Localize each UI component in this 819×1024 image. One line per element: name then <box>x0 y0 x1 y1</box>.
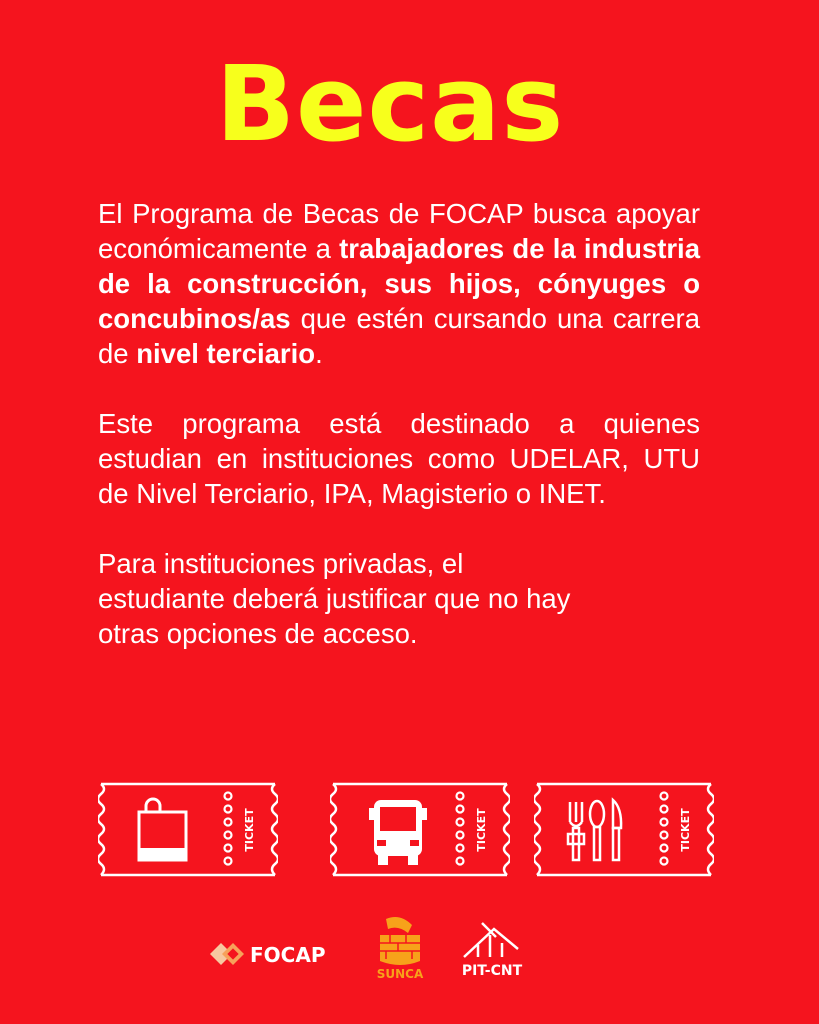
ticket-label: TICKET <box>243 808 256 852</box>
paragraph-2: Este programa está destinado a quienes estudian en instituciones como UDELAR, UTU de Nivel Terciario, IPA, Magisterio o INET. <box>98 408 700 509</box>
p1-text-d: nivel terciario <box>136 338 316 369</box>
p1-text-b: trabajadores de la industria de la construcción, sus hijos, cónyuges o concubinos/as <box>98 233 700 334</box>
ticket-row <box>0 780 819 880</box>
paragraph-1 <box>98 196 700 371</box>
ticket-shopping <box>98 780 278 880</box>
ticket-label: TICKET <box>679 808 692 852</box>
focap-logo <box>208 939 348 969</box>
pitcnt-logo-text: PIT-CNT <box>461 963 523 979</box>
bus-icon <box>369 800 427 865</box>
ticket-transport <box>330 780 510 880</box>
page-title: Becas <box>215 43 565 165</box>
pitcnt-emblem-icon <box>464 923 518 957</box>
shopping-bag-icon <box>139 799 186 860</box>
focap-diamond-icon <box>210 943 244 965</box>
ticket-food <box>534 780 714 880</box>
pitcnt-logo <box>456 919 528 981</box>
p3-line-3: otras opciones de acceso. <box>98 618 418 649</box>
ticket-label: TICKET <box>475 808 488 852</box>
p3-line-1: Para instituciones privadas, el <box>98 548 464 579</box>
sunca-logo <box>372 913 428 983</box>
p1-text-c: que estén cursando una carrera de <box>98 303 700 369</box>
logo-row <box>0 905 819 985</box>
body-text <box>98 196 700 686</box>
cutlery-icon <box>568 800 621 860</box>
p3-line-2: estudiante deberá justificar que no hay <box>98 583 571 614</box>
paragraph-3 <box>98 546 700 651</box>
p1-text-e: . <box>315 338 323 369</box>
sunca-logo-text: SUNCA <box>376 967 424 981</box>
sunca-emblem-icon <box>380 917 420 965</box>
focap-logo-text: FOCAP <box>250 943 326 967</box>
p1-text-a: El Programa de Becas de FOCAP busca apoyar económicamente a <box>98 198 700 264</box>
